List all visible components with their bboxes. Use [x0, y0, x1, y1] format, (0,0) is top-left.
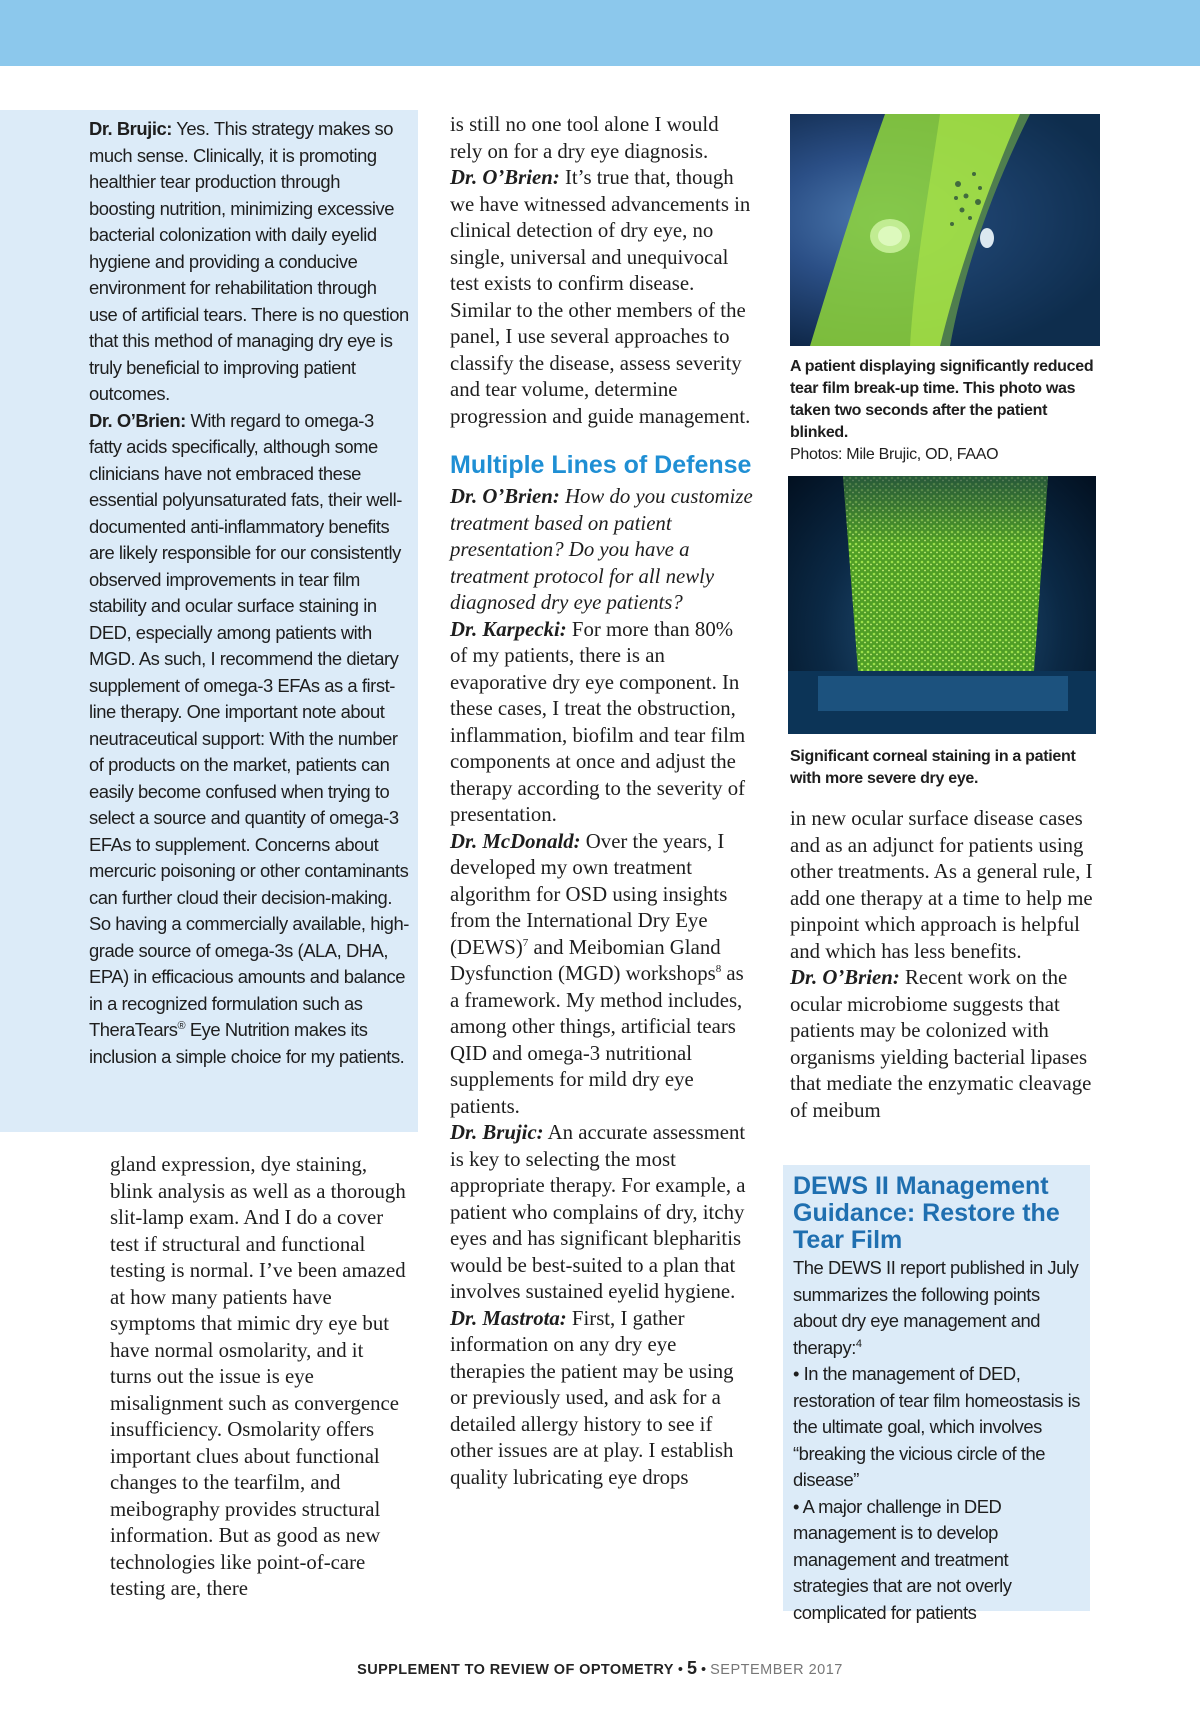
- photo-corneal-staining: [788, 476, 1096, 734]
- column-3-lower: [790, 806, 1095, 1124]
- paragraph-mcdonald: [450, 829, 755, 1121]
- speaker-obrien: Dr. O’Brien:: [89, 409, 186, 431]
- photo-credit: Photos: Mile Brujic, OD, FAAO: [790, 446, 999, 463]
- paragraph-obrien: [450, 165, 755, 430]
- footer-bullet: •: [696, 1662, 711, 1678]
- dews-title: DEWS II Management Guidance: Restore the Tear Film: [793, 1172, 1060, 1254]
- question-obrien: [450, 484, 755, 617]
- paragraph-text: For more than 80% of my patients, there is an evaporative dry eye component. In these cases, I treat the obstruction, inflammation, biofilm and tear film components at once and adjust the therapy according to the severity of presentation.: [450, 617, 746, 826]
- page-footer: [0, 1658, 1200, 1679]
- eye-image-2: [788, 476, 1096, 734]
- dews-bullet-2: • A major challenge in DED management is to develop management and treatment strategies that are not overly complicated for patients: [793, 1495, 1012, 1623]
- dews-intro-text: The DEWS II report published in July summarizes the following points about dry eye management and therapy:: [793, 1257, 1079, 1358]
- paragraph-text: Eye Nutrition makes its inclusion a simple choice for my patients.: [89, 1019, 405, 1067]
- column-2: [450, 112, 755, 1491]
- registered-mark: ®: [177, 1019, 186, 1032]
- reference-4: 4: [855, 1337, 862, 1350]
- paragraph-text: as a framework. My method includes, among other things, artificial tears QID and omega-3 nutritional supplements for mild dry eye patients.: [450, 962, 744, 1118]
- header-band: [0, 0, 1200, 66]
- speaker-karpecki: Dr. Karpecki:: [450, 617, 567, 641]
- speaker-brujic: Dr. Brujic:: [89, 118, 172, 139]
- question-text: How do you customize treatment based on patient presentation? Do you have a treatment protocol for all newly diagnosed dry eye patients?: [450, 485, 753, 614]
- speaker-mastrota: Dr. Mastrota:: [450, 1306, 567, 1330]
- section-heading: Multiple Lines of Defense: [450, 451, 752, 479]
- paragraph: is still no one tool alone I would rely on for a dry eye diagnosis.: [450, 113, 719, 163]
- sidebar-paragraph-brujic: [89, 116, 409, 408]
- paragraph-brujic: [450, 1120, 755, 1306]
- paragraph-text: An accurate assessment is key to selecting the most appropriate therapy. For example, a patient who complains of dry, itchy eyes and has significant blepharitis would be best-suited to a plan that involves sustained eyelid hygiene.: [450, 1121, 746, 1303]
- speaker-mcdonald: Dr. McDonald:: [450, 829, 581, 853]
- paragraph-text: First, I gather information on any dry eye therapies the patient may be using or previously used, and ask for a detailed allergy history to see if other issues are at play. I establish quality lubricating eye drops: [450, 1306, 734, 1489]
- caption-text: Significant corneal staining in a patient with more severe dry eye.: [790, 748, 1076, 787]
- paragraph: gland expression, dye staining, blink analysis as well as a thorough slit-lamp exam. And I do a cover test if structural and functional testing is normal. I’ve been amazed at how many patients have symptoms that mimic dry eye but have normal osmolarity, and it turns out the issue is eye misalignment such as convergence insufficiency. Osmolarity offers important clues about functional changes to the tearfilm, and meibography provides structural information. But as good as new technologies like point-of-care testing are, there: [110, 1153, 406, 1600]
- paragraph-karpecki: [450, 617, 755, 829]
- column-1-lower: [110, 1152, 410, 1603]
- paragraph-text: and Meibomian Gland Dysfunction (MGD) workshops: [450, 935, 721, 985]
- speaker-obrien: Dr. O’Brien:: [790, 966, 900, 989]
- publication-name: SUPPLEMENT TO REVIEW OF OPTOMETRY: [357, 1662, 674, 1678]
- issue-date: SEPTEMBER 2017: [710, 1662, 843, 1678]
- photo-caption-2: [790, 746, 1095, 790]
- reference-7: 7: [522, 936, 529, 949]
- dews-bullet-1: • In the management of DED, restoration of tear film homeostasis is the ultimate goal, which involves “breaking the vicious circle of the disease”: [793, 1363, 1081, 1490]
- eye-image-1: [790, 114, 1100, 346]
- paragraph-mastrota: [450, 1306, 755, 1492]
- dews-intro: [793, 1255, 1083, 1361]
- footer-bullet: •: [673, 1662, 687, 1678]
- speaker-obrien: Dr. O’Brien:: [450, 166, 560, 189]
- paragraph-obrien: [790, 965, 1095, 1124]
- page-number: 5: [686, 1658, 697, 1678]
- sidebar-paragraph-obrien: [89, 408, 409, 1071]
- paragraph-text: Recent work on the ocular microbiome suggests that patients may be colonized with organisms yielding bacterial lipases that mediate the enzymatic cleavage of meibum: [790, 966, 1092, 1122]
- photo-tear-film-breakup: [790, 114, 1100, 346]
- paragraph: in new ocular surface disease cases and as an adjunct for patients using other treatments. As a general rule, I add one therapy at a time to help me pinpoint which approach is helpful and which has less benefits.: [790, 807, 1093, 963]
- sidebar-text: [89, 116, 409, 1070]
- paragraph-text: It’s true that, though we have witnessed advancements in clinical detection of dry eye, no single, universal and unequivocal test exists to confirm disease. Similar to the other members of the panel, I use several approaches to classify the disease, assess severity and tear volume, determine progression and guide management.: [450, 166, 751, 428]
- speaker-obrien: Dr. O’Brien:: [450, 485, 560, 508]
- dews-sidebar-box: [783, 1165, 1090, 1623]
- photo-caption-1: [790, 356, 1095, 466]
- paragraph-text: Over the years, I developed my own treatment algorithm for OSD using insights from the International Dry Eye (DEWS): [450, 829, 728, 959]
- dews-body: [793, 1255, 1083, 1626]
- speaker-brujic: Dr. Brujic:: [450, 1121, 544, 1144]
- paragraph-text: With regard to omega-3 fatty acids specifically, although some clinicians have not embraced these essential polyunsaturated fats, their well-documented anti-inflammatory benefits are likely responsible for our consistently observed improvements in tear film stability and ocular surface staining in DED, especially among patients with MGD. As such, I recommend the dietary supplement of omega-3 EFAs as a first-line therapy. One important note about neutraceutical support: With the number of products on the market, patients can easily become confused when trying to select a source and quantity of omega-3 EFAs to supplement. Concerns about mercuric poisoning or other contaminants can further cloud their decision-making. So having a commercially available, high-grade source of omega-3s (ALA, DHA, EPA) in efficacious amounts and balance in a recognized formulation such as TheraTears: [89, 409, 409, 1040]
- caption-text: A patient displaying significantly reduced tear film break-up time. This photo was taken two seconds after the patient blinked.: [790, 358, 1094, 441]
- paragraph-text: Yes. This strategy makes so much sense. Clinically, it is promoting healthier tear production through boosting nutrition, minimizing excessive bacterial colonization with daily eyelid hygiene and providing a conducive environment for rehabilitation through use of artificial tears. There is no question that this method of managing dry eye is truly beneficial to improving patient outcomes.: [89, 118, 409, 404]
- reference-8: 8: [715, 963, 722, 976]
